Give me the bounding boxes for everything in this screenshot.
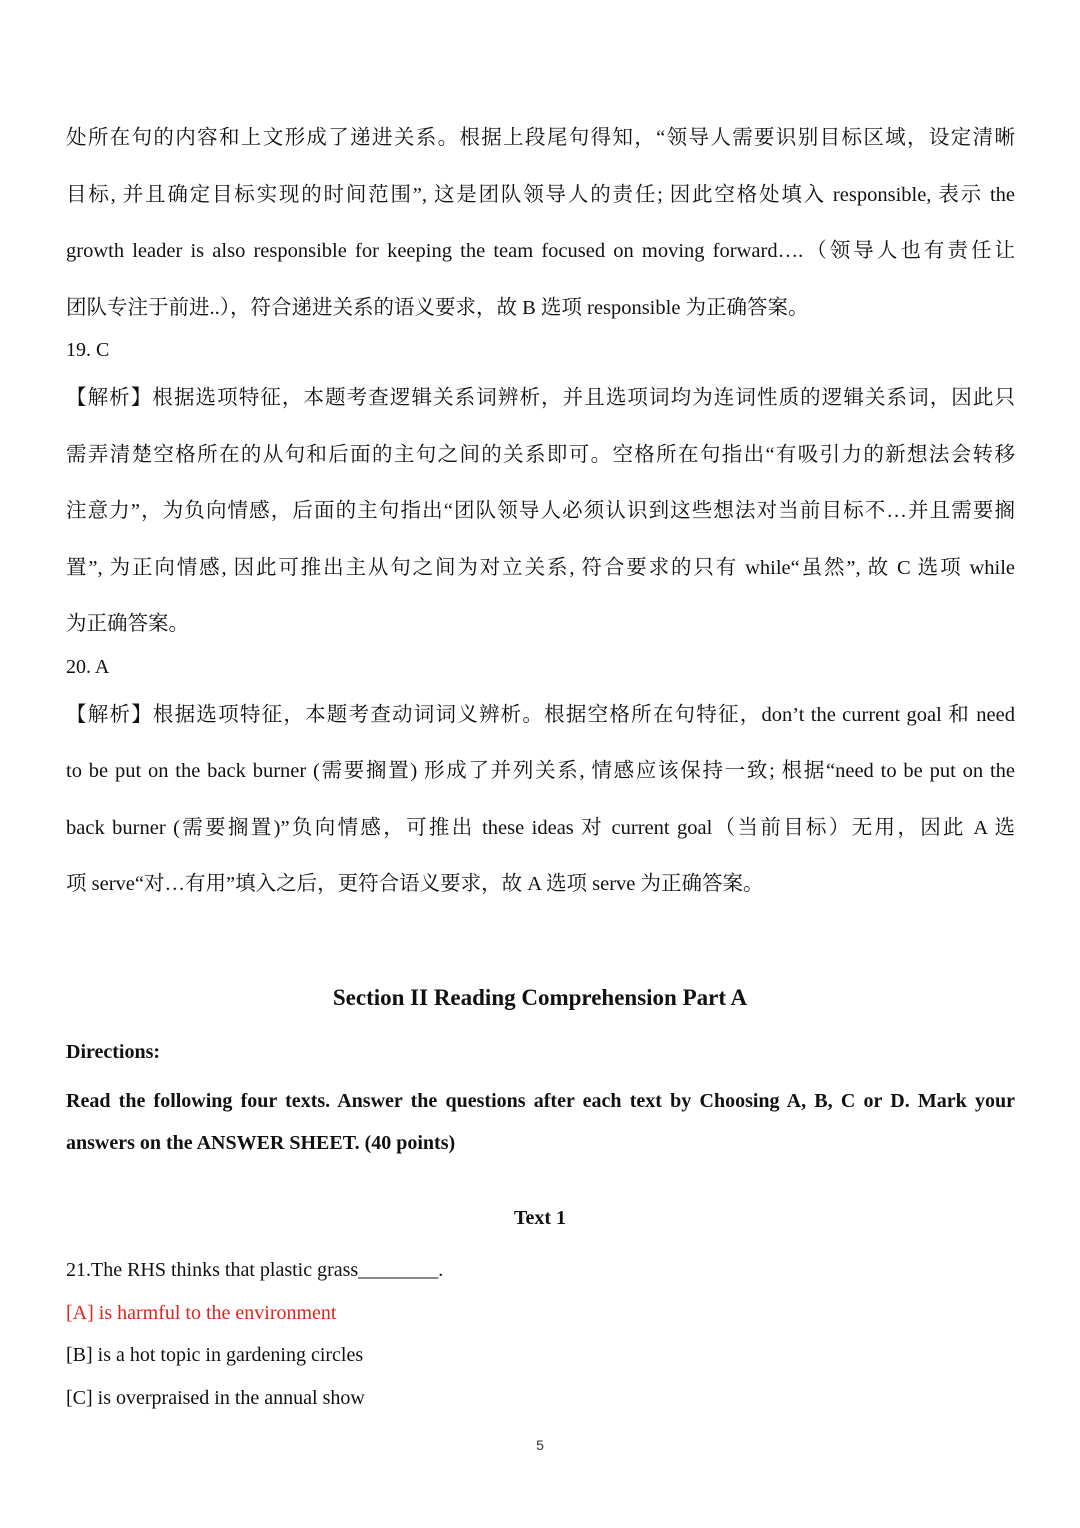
text-line: to be put on the back burner (需要搁置) 形成了并列关系, 情感应该保持一致; 根据“need to be put on the <box>66 760 1015 782</box>
text-line: growth leader is also responsible for keeping the team focused on moving forward….（领导人也有责任让 <box>66 240 1015 262</box>
q19-explanation <box>66 370 1015 653</box>
directions-text: Read the following four texts. Answer the questions after each text by Choosing A, B, C or D. Mark your answers on the ANSWER SHEET. (40 points) <box>66 1090 1015 1154</box>
option-c: [C] is overpraised in the annual show <box>66 1386 365 1409</box>
q19-number: 19. C <box>66 339 110 361</box>
text-line: 项 serve“对…有用”填入之后，更符合语义要求，故 A 选项 serve 为正确答案。 <box>66 873 764 895</box>
directions-label: Directions: <box>66 1041 161 1063</box>
text-title: Text 1 <box>513 1207 567 1229</box>
page-number: 5 <box>536 1437 544 1453</box>
section-title: Section II Reading Comprehension Part A <box>332 985 748 1010</box>
text-line: 团队专注于前进..），符合递进关系的语义要求，故 B 选项 responsible 为正确答案。 <box>66 296 809 319</box>
text-line: 目标, 并且确定目标实现的时间范围”, 这是团队领导人的责任; 因此空格处填入 responsible, 表示 the <box>66 183 1015 206</box>
text-line: 【解析】根据选项特征，本题考查逻辑关系词辨析，并且选项词均为连词性质的逻辑关系词，因此只 <box>66 387 1015 409</box>
text-line: 需弄清楚空格所在的从句和后面的主句之间的关系即可。空格所在句指出“有吸引力的新想法会转移 <box>66 443 1015 466</box>
question-21 <box>66 1249 1015 1419</box>
text-line: 【解析】根据选项特征，本题考查动词词义辨析。根据空格所在句特征，don’t the current goal 和 need <box>66 703 1015 726</box>
text-line: 置”, 为正向情感, 因此可推出主从句之间为对立关系, 符合要求的只有 while“虽然”, 故 C 选项 while <box>66 556 1015 579</box>
text-line: back burner (需要搁置)”负向情感，可推出 these ideas 对 current goal（当前目标）无用，因此 A 选 <box>66 816 1015 839</box>
q20-explanation <box>66 687 1015 913</box>
option-a-correct: [A] is harmful to the environment <box>66 1301 337 1324</box>
text-line: 处所在句的内容和上文形成了递进关系。根据上段尾句得知，“领导人需要识别目标区域，设定清晰 <box>66 127 1015 149</box>
text-line: 注意力”，为负向情感，后面的主句指出“团队领导人必须认识到这些想法对当前目标不…并且需要搁 <box>66 500 1015 522</box>
answer-explanations <box>66 110 1015 913</box>
directions <box>66 1038 1015 1164</box>
option-b: [B] is a hot topic in gardening circles <box>66 1344 364 1366</box>
text-line: 为正确答案。 <box>66 613 189 635</box>
question-stem: 21.The RHS thinks that plastic grass________. <box>66 1259 444 1281</box>
q20-number: 20. A <box>66 655 110 678</box>
q18-explanation-tail <box>66 110 1015 336</box>
